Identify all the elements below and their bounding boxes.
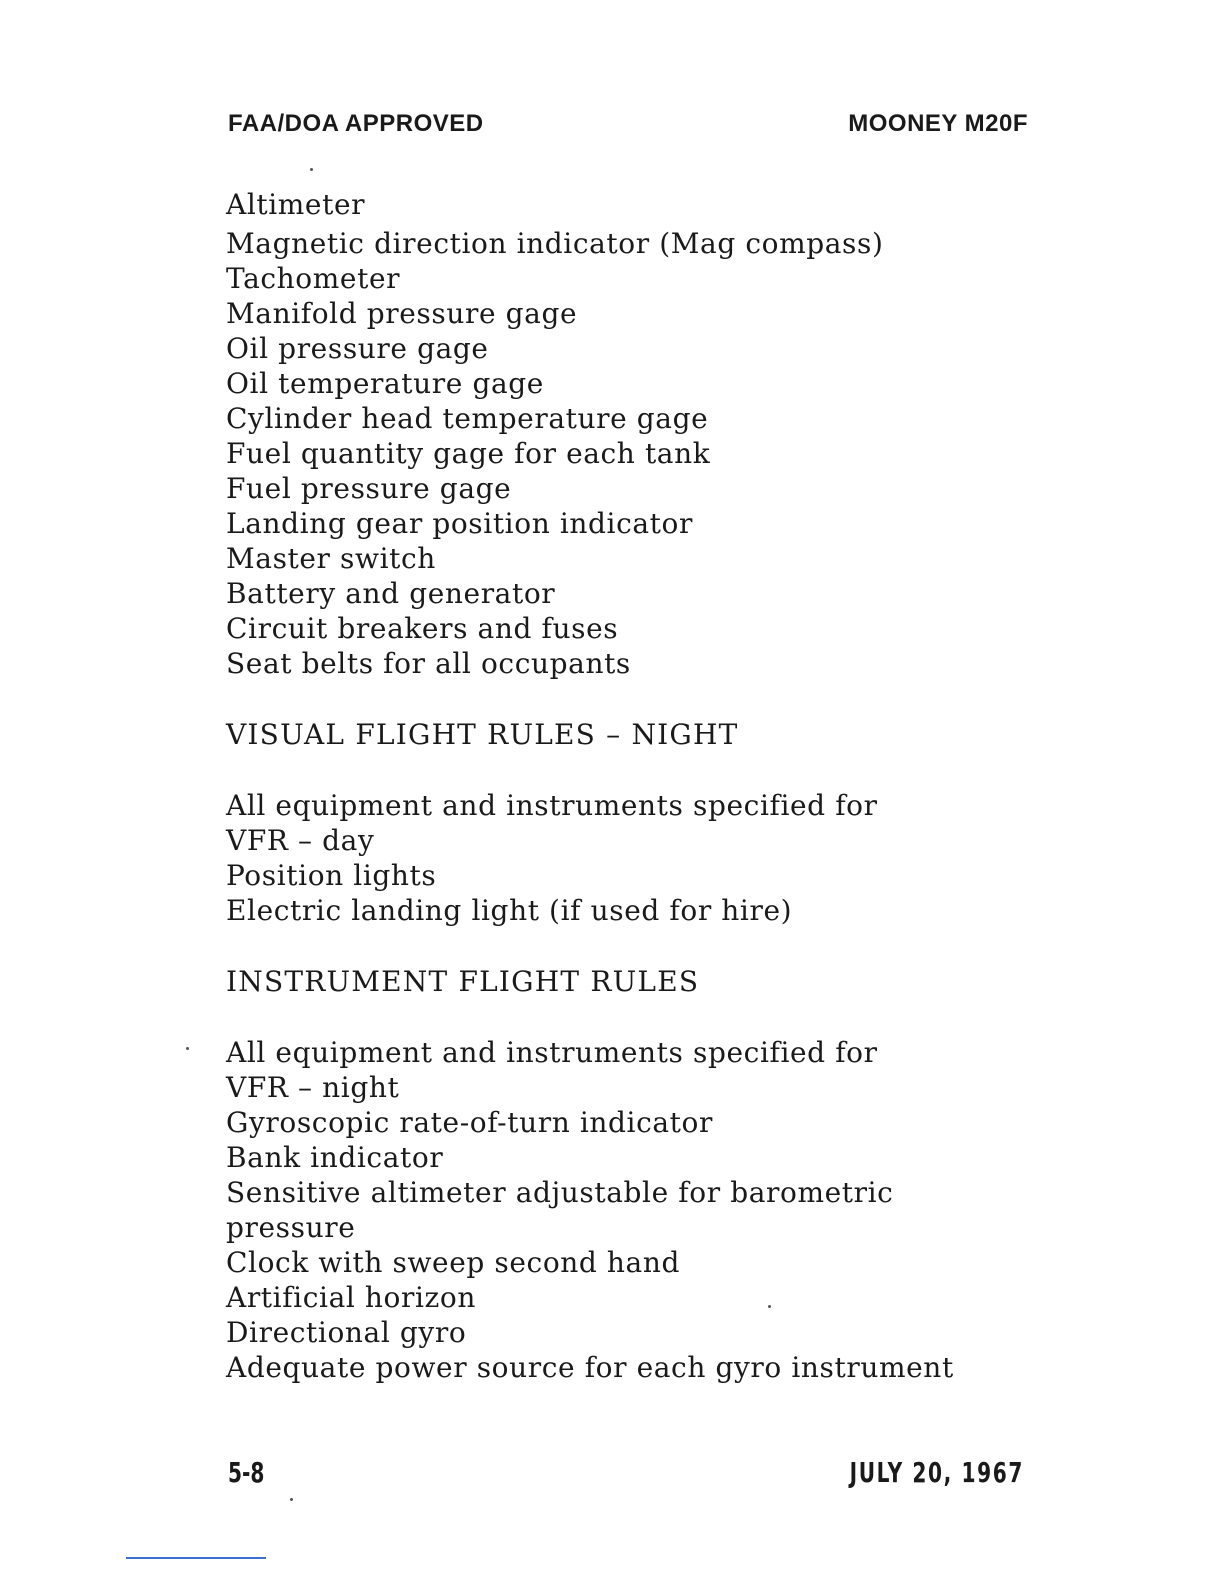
ifr-heading: INSTRUMENT FLIGHT RULES — [226, 965, 700, 998]
vfr-night-list — [226, 788, 1006, 928]
section-spacer — [226, 681, 1006, 717]
approval-label: FAA/DOA APPROVED — [228, 110, 484, 137]
list-item: pressure — [226, 1211, 356, 1244]
page-header — [228, 110, 1028, 144]
revision-date: JULY 20, 1967 — [849, 1456, 1024, 1489]
list-item: Tachometer — [226, 262, 401, 295]
list-item: Clock with sweep second hand — [226, 1246, 681, 1279]
scan-speck — [768, 1305, 771, 1308]
page-number: 5-8 — [228, 1456, 265, 1489]
scan-speck — [290, 1498, 293, 1501]
scan-speck — [186, 1047, 189, 1050]
list-item: All equipment and instruments specified for — [226, 1036, 878, 1069]
section-spacer — [226, 752, 1006, 788]
list-item: Manifold pressure gage — [226, 297, 578, 330]
list-item: VFR – night — [226, 1071, 400, 1104]
list-item: Oil temperature gage — [226, 367, 544, 400]
list-item: Sensitive altimeter adjustable for barometric — [226, 1176, 894, 1209]
list-item: All equipment and instruments specified for — [226, 789, 878, 822]
list-item: Landing gear position indicator — [226, 507, 693, 540]
aircraft-model: MOONEY M20F — [848, 110, 1028, 137]
list-item: Seat belts for all occupants — [226, 647, 631, 680]
list-item: Position lights — [226, 859, 437, 892]
scan-edge-mark — [126, 1557, 266, 1559]
day-equipment-list — [226, 184, 1006, 681]
list-item: Oil pressure gage — [226, 332, 489, 365]
list-item: Directional gyro — [226, 1316, 467, 1349]
list-item: Battery and generator — [226, 577, 556, 610]
list-item: Cylinder head temperature gage — [226, 402, 709, 435]
list-item: Master switch — [226, 542, 436, 575]
list-item: VFR – day — [226, 824, 375, 857]
list-item: Gyroscopic rate-of-turn indicator — [226, 1106, 713, 1139]
list-item: Fuel pressure gage — [226, 472, 512, 505]
section-spacer — [226, 928, 1006, 964]
section-spacer — [226, 999, 1006, 1035]
list-item: Adequate power source for each gyro instrument — [226, 1351, 954, 1384]
ifr-list — [226, 1035, 1006, 1385]
list-item: Altimeter — [226, 188, 366, 221]
vfr-night-heading: VISUAL FLIGHT RULES – NIGHT — [226, 718, 739, 751]
list-item: Circuit breakers and fuses — [226, 612, 619, 645]
page-footer — [228, 1456, 1024, 1496]
list-item: Magnetic direction indicator (Mag compass) — [226, 227, 884, 260]
list-item: Bank indicator — [226, 1141, 444, 1174]
list-item: Artificial horizon — [226, 1281, 476, 1314]
list-item: Fuel quantity gage for each tank — [226, 437, 711, 470]
list-item: Electric landing light (if used for hire) — [226, 894, 793, 927]
page-content — [226, 184, 1006, 1385]
scan-speck — [310, 168, 313, 171]
